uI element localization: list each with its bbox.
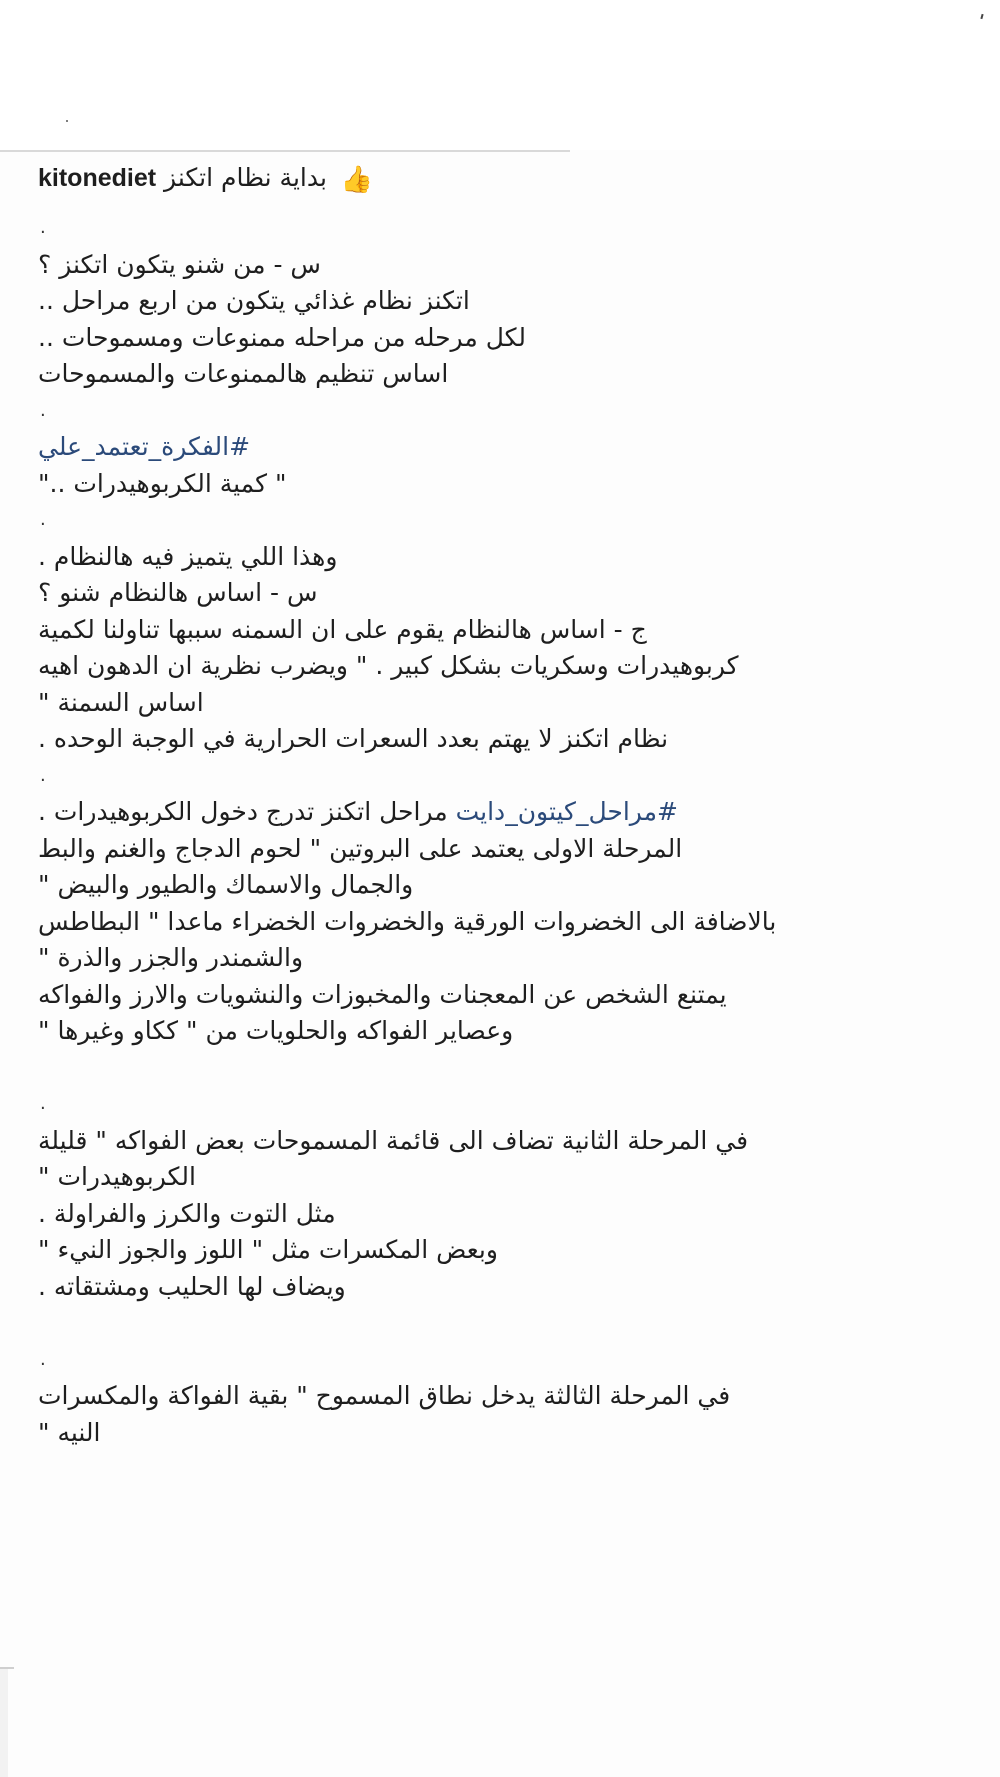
- caption-line: مثل التوت والكرز والفراولة .: [38, 1198, 336, 1228]
- caption-line: والجمال والاسماك والطيور والبيض ": [38, 870, 414, 899]
- thumbs-up-icon: 👍: [340, 165, 374, 195]
- caption-line: يمتنع الشخص عن المعجنات والمخبوزات والنشويات والارز والفواكه: [38, 979, 727, 1009]
- phases-line: [38, 794, 938, 831]
- bottom-edge: [0, 1669, 8, 1777]
- caption-line: اساس تنظيم هالممنوعات والمسموحات: [38, 359, 449, 388]
- separator-dot: .: [40, 1093, 46, 1114]
- caption-header: [38, 160, 938, 196]
- stray-dot: [66, 120, 68, 122]
- caption-line: اتكنز نظام غذائي يتكون من اربع مراحل ..: [38, 286, 470, 315]
- post-caption: [38, 160, 938, 1451]
- caption-line: المرحلة الاولى يعتمد على البروتين " لحوم الدجاج والغنم والبط: [38, 833, 683, 863]
- hashtag-link[interactable]: #مراحل_كيتون_دايت: [455, 797, 678, 826]
- screenshot-top-area: [0, 0, 1000, 150]
- question-line: س - اساس هالنظام شنو ؟: [38, 578, 318, 607]
- caption-line: وهذا اللي يتميز فيه هالنظام .: [38, 541, 338, 571]
- separator-dot: .: [40, 764, 46, 786]
- caption-line: " كمية الكربوهيدرات ..": [38, 468, 287, 498]
- phases-text: مراحل اتكنز تدرج دخول الكربوهيدرات .: [38, 797, 448, 826]
- answer-line: ج - اساس هالنظام يقوم على ان السمنه سببها تناولنا لكمية: [38, 614, 647, 644]
- caption-line: بالاضافة الى الخضروات الورقية والخضروات الخضراء ماعدا " البطاطس: [38, 906, 777, 936]
- caption-line: وبعض المكسرات مثل " اللوز والجوز النيء ": [38, 1235, 498, 1264]
- caption-line: اساس السمنة ": [38, 687, 204, 717]
- caption-line: ويضاف لها الحليب ومشتقاته .: [38, 1271, 346, 1301]
- question-line: س - من شنو يتكون اتكنز ؟: [38, 249, 321, 279]
- caption-line: في المرحلة الثانية تضاف الى قائمة المسموحات بعض الفواكه " قليلة: [38, 1125, 749, 1155]
- separator-dot: .: [40, 399, 46, 421]
- top-divider: [0, 150, 570, 152]
- caption-line: النيه ": [38, 1417, 101, 1447]
- separator-dot: .: [40, 217, 46, 238]
- brand-name: kitonediet: [38, 164, 157, 192]
- hashtag-link[interactable]: #الفكرة_تعتمد_علي: [38, 432, 251, 461]
- spacer: [38, 1305, 938, 1342]
- separator-dot: .: [40, 509, 46, 530]
- caption-line: وعصاير الفواكه والحلويات من " ككاو وغيرها ": [38, 1016, 514, 1045]
- caption-line: لكل مرحله من مراحله ممنوعات ومسموحات ..: [38, 322, 527, 352]
- separator-dot: .: [40, 1348, 46, 1370]
- header-text: بداية نظام اتكنز: [164, 163, 327, 192]
- spacer: [38, 1050, 938, 1087]
- caption-line: نظام اتكنز لا يهتم بعدد السعرات الحرارية في الوجبة الوحده .: [38, 724, 669, 753]
- corner-mark: [980, 14, 983, 19]
- caption-line: في المرحلة الثالثة يدخل نطاق المسموح " بقية الفواكة والمكسرات: [38, 1381, 731, 1410]
- caption-line: والشمندر والجزر والذرة ": [38, 943, 304, 972]
- caption-line: كربوهيدرات وسكريات بشكل كبير . " ويضرب نظرية ان الدهون اهيه: [38, 651, 739, 680]
- caption-line: الكربوهيدرات ": [38, 1162, 196, 1191]
